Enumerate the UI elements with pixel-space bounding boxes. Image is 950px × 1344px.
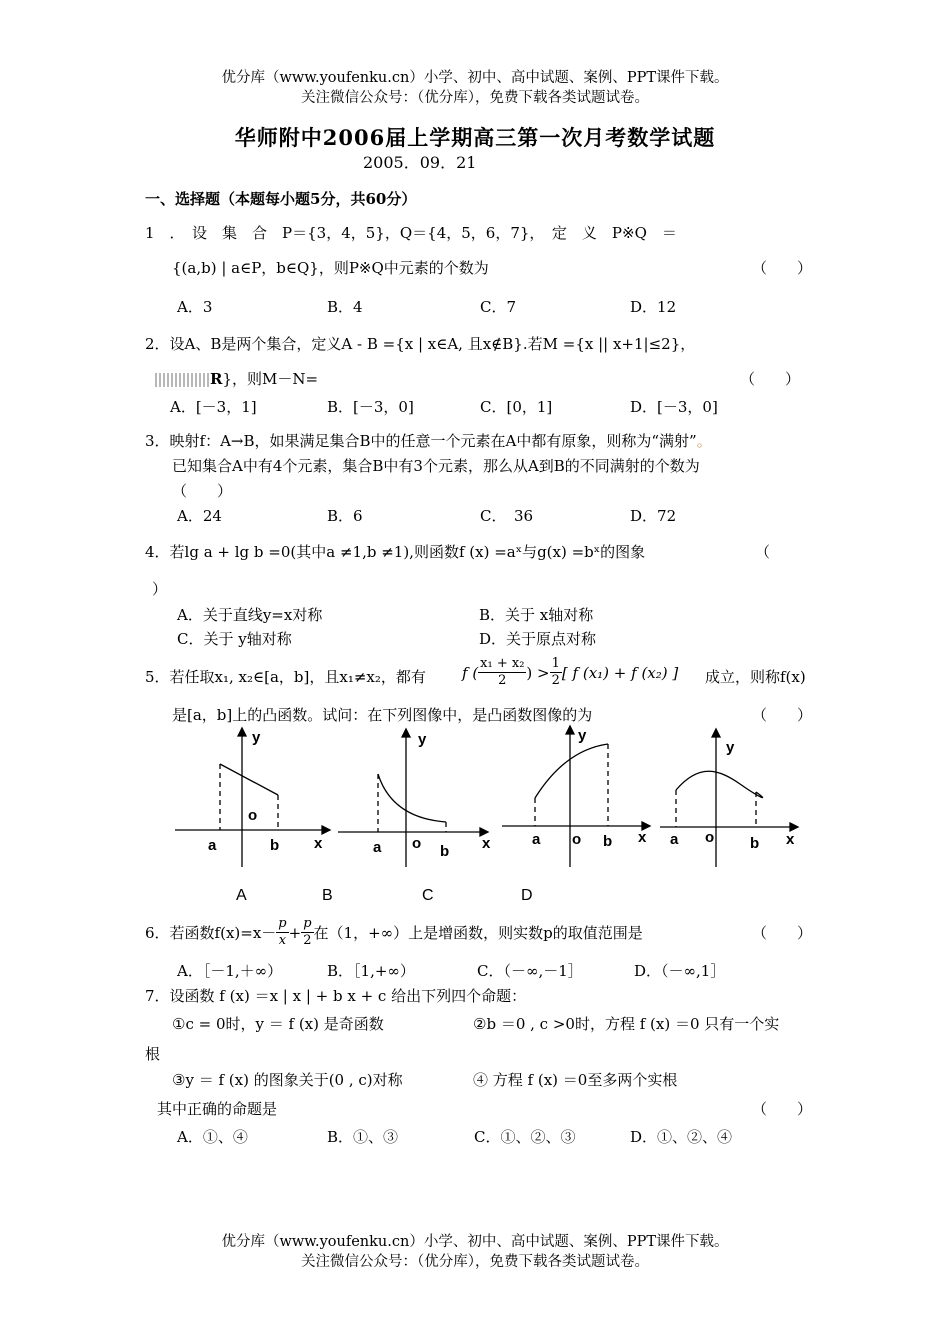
q4-option-b: B．关于 x轴对称 [479,606,594,624]
graph-c-y-label: y [578,727,587,744]
graph-d-o-label: o [705,829,715,846]
graph-d-b-label: b [750,835,760,852]
graph-d-y-arrow [712,729,720,737]
q5-frac-mid-den: 2 [498,673,507,688]
graph-a-a-label: a [208,837,217,854]
graph-d-y-label: y [726,739,735,756]
q5-line-1-prefix: 5．若任取x₁, x₂∈[a，b]，且x₁≠x₂，都有 [145,668,426,686]
q3-line-2: 已知集合A中有4个元素，集合B中有3个元素，那么从A到B的不同满射的个数为 [172,457,700,475]
q7-line-1: 7．设函数 f (x) ＝x | x | + b x + c 给出下列四个命题： [145,987,527,1005]
q1-option-d: D．12 [630,298,677,316]
q1-line-1: 1 ． 设 集 合 P＝{3，4，5}，Q＝{4，5，6，7}， 定 义 P※Q ＝ [145,224,677,242]
graph-c-b-label: b [603,833,613,850]
q3-line-1 [145,430,712,451]
q2-option-c: C．[0，1] [480,398,553,416]
graph-c-a-label: a [532,831,541,848]
graph-b-x-label: x [482,835,491,852]
q6-frac-px [276,916,288,949]
q1-option-a: A．3 [177,298,213,316]
q5-frac-half [550,656,562,689]
q7-ask: 其中正确的命题是 [157,1100,278,1118]
q6-frac-p2-den: 2 [303,933,312,948]
q5-graphs [160,722,820,872]
graph-b-y-arrow [402,729,410,737]
q5-line-1 [145,666,426,687]
graph-d-x-label: x [786,831,795,848]
q5-f-left: f ( [462,663,479,682]
section-title: 一、选择题（本题每小题5分，共60分） [145,190,417,208]
q2-line-2-rest: }，则M－N= [222,370,319,388]
q6-answer-paren: （ ） [752,924,813,942]
q5-frac-mid [478,656,526,689]
exam-date: 2005．09．21 [363,153,477,172]
graph-label-d: D [521,887,533,904]
q6-frac-px-den: x [278,933,287,948]
q6-plus: + [288,923,302,942]
q1-answer-paren: （ ） [752,259,813,277]
q6-option-a: A．［－1,＋∞） [177,962,283,980]
q1-option-c: C．7 [480,298,517,316]
header-line-1: 优分库（www.youfenku.cn）小学、初中、高中试题、案例、PPT课件下载。 [221,70,729,86]
q5-frac-half-num: 1 [551,656,560,671]
q5-gt: ) > [526,663,550,682]
q5-frac-half-den: 2 [551,673,560,688]
page-title: 华师附中2006届上学期高三第一次月考数学试题 [234,125,716,150]
graph-a-o-label: o [248,807,258,824]
graph-a-x-label: x [314,835,323,852]
q5-f-right: [ f (x₁) + f (x₂) ] [561,663,679,682]
graph-d-curve [676,771,763,797]
q1-option-b: B．4 [327,298,363,316]
graph-label-b: B [322,887,333,904]
graph-a-curve [220,764,278,795]
q7-proposition-2: ②b ＝0 , c >0时，方程 f (x) ＝0 只有一个实 [473,1015,780,1033]
q2-answer-paren: （ ） [740,370,801,388]
q5-inequality [462,656,678,689]
q6-prefix: 6．若函数f(x)=x－ [145,924,277,942]
q5-line-1-suffix: 成立，则称f(x) [705,668,806,686]
graph-c-curve [535,744,608,798]
graph-c-o-label: o [572,831,582,848]
q3-option-b: B．6 [327,507,363,525]
q7-option-b: B．①、③ [327,1128,399,1146]
q3-option-c: C． 36 [480,507,534,525]
q7-proposition-3: ③y ＝ f (x) 的图象关于(0 , c)对称 [172,1071,403,1089]
q5-answer-paren: （ ） [752,706,813,724]
q2-line-1: 2．设A、B是两个集合，定义A - B ={x | x∈A, 且x∉B}.若M ={x || x+1|≤2}， [145,335,696,353]
q4-option-c: C．关于 y轴对称 [177,630,292,648]
q2-option-a: A．[－3，1] [170,398,257,416]
q6-option-b: B．［1,+∞） [327,962,415,980]
q7-proposition-4: ④ 方程 f (x) ＝0至多两个实根 [473,1071,678,1089]
q3-period: 。 [696,432,712,450]
graph-b-a-label: a [373,839,382,856]
q5-line-2: 是[a，b]上的凸函数。试问：在下列图像中，是凸函数图像的为 [172,706,593,724]
q3-answer-paren: （ ） [172,482,233,500]
graph-a-y-label: y [252,729,261,746]
q6-suffix: 在（1，+∞）上是增函数，则实数p的取值范围是 [313,924,643,942]
section-heading [145,188,416,209]
q7-proposition-1: ①c = 0时，y ＝ f (x) 是奇函数 [172,1015,384,1033]
header-line-2: 关注微信公众号：（优分库），免费下载各类试题试卷。 [301,90,649,106]
graph-b-curve [378,774,446,822]
q7-option-d: D．①、②、④ [630,1128,733,1146]
q6-option-c: C．（－∞,－1］ [477,962,583,980]
q2-option-d: D．[－3，0] [630,398,718,416]
q4-option-d: D．关于原点对称 [479,630,597,648]
q7-answer-paren: （ ） [752,1100,813,1118]
q1-line-2: {(a,b) | a∈P，b∈Q}，则P※Q中元素的个数为 [172,259,489,277]
graph-a-y-arrow [238,728,246,736]
q3-option-a: A．24 [177,507,222,525]
q6-frac-px-num: p [278,916,287,931]
graph-b-o-label: o [412,835,422,852]
q6-option-d: D．（－∞,1］ [634,962,726,980]
q5-frac-mid-num: x₁ + x₂ [480,656,525,671]
q7-option-c: C．①、②、③ [474,1128,576,1146]
q2-line-2 [155,368,318,389]
q6-frac-p2 [301,916,313,949]
q4-right-paren: ） [152,580,168,598]
graph-c-x-label: x [638,829,647,846]
q4-line-1: 4．若lg a + lg b =0(其中a ≠1,b ≠1),则函数f (x) =aˣ与g(x) =bˣ的图象 [145,543,646,561]
graph-a [175,728,330,867]
graph-a-b-label: b [270,837,280,854]
q4-left-paren: （ [755,543,771,561]
q6-line-1 [145,916,643,949]
footer-line-2: 关注微信公众号：（优分库），免费下载各类试题试卷。 [301,1254,649,1270]
q4-option-a: A．关于直线y=x对称 [177,606,323,624]
graph-label-a: A [236,887,247,904]
graph-d-a-label: a [670,831,679,848]
graph-b-y-label: y [418,731,427,748]
graph-d-x-arrow [790,823,798,831]
q3-line-1-text: 3．映射f：A→B，如果满足集合B中的任意一个元素在A中都有原象，则称为“满射” [145,432,697,450]
q6-frac-p2-num: p [303,916,312,931]
q2-blurred-set [155,373,210,387]
q2-option-b: B．[－3，0] [327,398,414,416]
graph-b-b-label: b [440,843,450,860]
q7-option-a: A．①、④ [177,1128,248,1146]
q7-proposition-2-cont: 根 [145,1045,161,1063]
graph-a-x-arrow [322,826,330,834]
q2-real-set: R [210,370,223,388]
graph-c-y-arrow [566,726,574,734]
footer-line-1: 优分库（www.youfenku.cn）小学、初中、高中试题、案例、PPT课件下载。 [221,1234,729,1250]
q3-option-d: D．72 [630,507,677,525]
graph-label-c: C [422,887,434,904]
